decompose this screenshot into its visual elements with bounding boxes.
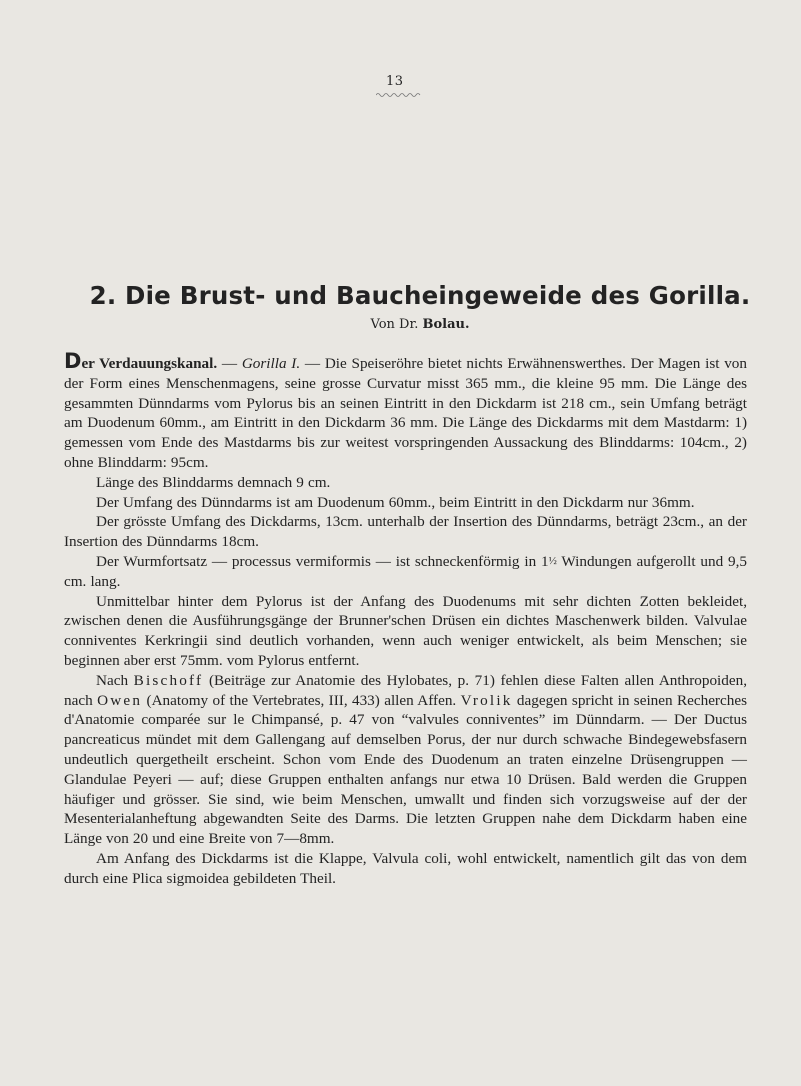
- paragraph-5-text-a: Der Wurmfortsatz — processus vermiformis — ist schneckenförmig in 1: [96, 552, 549, 570]
- paragraph-7: [64, 671, 747, 849]
- paragraph-1-text: — Die Speiseröhre bietet nichts Erwähnenswerthes. Der Magen ist von der Form eines Menschenmagens, seine grosse Curvatur misst 365 mm., die kleine 95 mm. Die Länge des gesammten Dünndarms vom Pylorus bis an seinen Eintritt in den Dickdarm ist 218 cm., sein Umfang beträgt am Duodenum 60mm., am Eintritt in den Dickdarm 36 mm. Die Länge des Dickdarms mit dem Mastdarm: 1) gemessen vom Ende des Mastdarms bis zur weitest vorspringenden Aussackung des Blinddarms: 104cm., 2) ohne Blinddarm: 95cm.: [64, 355, 747, 471]
- drop-cap: D: [64, 349, 82, 373]
- author-name-bischoff: Bischoff: [133, 671, 204, 689]
- author-name: Bolau.: [422, 317, 470, 332]
- paragraph-1: [64, 349, 747, 473]
- paragraph-7-text-b: (Beiträge zur Anatomie des Hylobates, p. 71) fehlen diese Falten allen Anthropoiden, nach: [64, 671, 747, 709]
- author-name-owen: Owen: [97, 691, 143, 709]
- author-name-vrolik: Vrolik: [460, 691, 513, 709]
- paragraph-7-text-a: Nach: [96, 671, 134, 689]
- paragraph-3: Der Umfang des Dünndarms ist am Duodenum 60mm., beim Eintritt in den Dickdarm nur 36mm.: [96, 493, 695, 511]
- article-author: [60, 317, 780, 332]
- author-prefix: Von Dr.: [370, 317, 423, 332]
- fraction: ½: [548, 554, 557, 567]
- article-title: 2. Die Brust- und Baucheingeweide des Gorilla.: [89, 281, 751, 310]
- specimen-label: Gorilla I.: [241, 355, 301, 372]
- paragraph-7-text-c: (Anatomy of the Vertebrates, III, 433) allen Affen.: [142, 691, 461, 709]
- paragraph-5: [64, 552, 747, 592]
- article-body: [64, 349, 747, 889]
- paragraph-5-text-b: Windungen aufgerollt und 9,5 cm. lang.: [64, 552, 747, 590]
- page-number-ornament: [376, 92, 422, 98]
- paragraph-1-dash: —: [217, 355, 242, 372]
- section-heading: er Verdauungskanal.: [81, 355, 218, 372]
- paragraph-4: Der grösste Umfang des Dickdarms, 13cm. unterhalb der Insertion des Dünndarms, beträgt 23cm., an der Insertion des Dünndarms 18cm.: [64, 513, 747, 551]
- paragraph-2: Länge des Blinddarms demnach 9 cm.: [96, 473, 331, 491]
- paragraph-7-text-d: dagegen spricht in seinen Recherches d'Anatomie comparée sur le Chimpansé, p. 47 von “valvules conniventes” im Dünndarm. — Der Ductus pancreaticus mündet mit dem Gallengang auf demselben Porus, der nur durch schwache Bindegewebsfasern undeutlich quergetheilt erscheint. Schon vom Ende des Duodenum an traten einzelne Drüsengruppen — Glandulae Peyeri — auf; diese Gruppen enthalten anfangs nur etwa 10 Drüsen. Bald werden die Gruppen häufiger und grösser. Sie sind, wie beim Menschen, umwallt und finden sich vorzugsweise auf der der Mesenterialanheftung abgewandten Seite des Darms. Die letzten Gruppen nahe dem Dickdarm haben eine Länge von 20 und eine Breite von 7—8mm.: [64, 691, 747, 848]
- paragraph-6: Unmittelbar hinter dem Pylorus ist der Anfang des Duodenums mit sehr dichten Zotten bekleidet, zwischen denen die Ausführungsgänge der Brunner'schen Drüsen ein dichtes Maschenwerk bilden. Valvulae conniventes Kerkringii sind deutlich vorhanden, wenn auch weniger entwickelt, als beim Menschen; sie beginnen aber erst 75mm. vom Pylorus entfernt.: [64, 592, 747, 669]
- page-number: 13: [386, 74, 404, 89]
- paragraph-8: Am Anfang des Dickdarms ist die Klappe, Valvula coli, wohl entwickelt, namentlich gilt das von dem durch eine Plica sigmoidea gebildeten Theil.: [64, 849, 747, 887]
